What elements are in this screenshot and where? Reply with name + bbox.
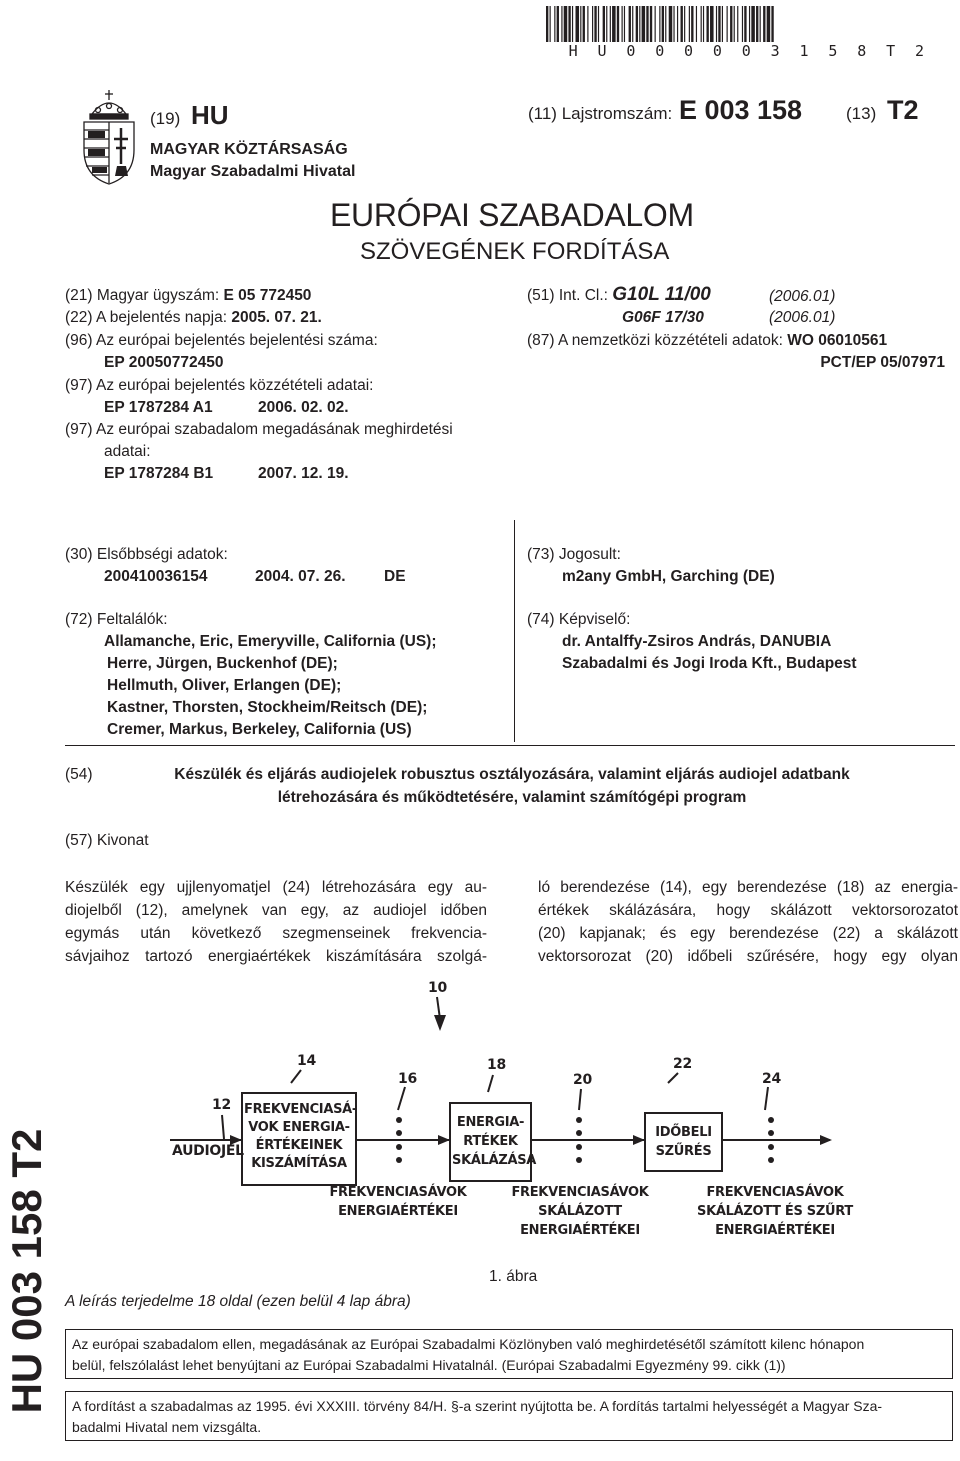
field-51-class2: G06F 17/30 (622, 309, 704, 326)
barcode-bar (710, 6, 714, 42)
block3-line: SZŰRÉS (655, 1144, 712, 1159)
field-51-date1: (2006.01) (769, 288, 836, 305)
barcode-bar (617, 6, 619, 42)
barcode-bar (576, 6, 580, 42)
field-97b-number: EP 1787284 B1 (104, 465, 214, 482)
barcode-bar (580, 6, 581, 42)
barcode-bar (594, 6, 596, 42)
field-21-label: (21) Magyar ügyszám: (65, 287, 220, 304)
abstract-left-line: diojelből (12), amelynek van egy, az audiojel időben (65, 902, 487, 919)
coat-of-arms-emblem (78, 88, 140, 186)
cap2-line: SKÁLÁZOTT (538, 1204, 622, 1219)
country-code-label: (19) (150, 109, 181, 128)
barcode-bar (722, 6, 723, 42)
field-97b-label: (97) Az európai szabadalom megadásának meghirdetési (65, 421, 453, 438)
field-73-value: m2any GmbH, Garching (DE) (562, 568, 775, 585)
ref-14: 14 (297, 1053, 316, 1069)
field-74-line2 (562, 653, 857, 675)
country-code: HU (190, 100, 229, 130)
invention-title-line1: Készülék és eljárás audiojelek robusztus osztályozására, valamint eljárás audiojel adatbank (174, 766, 850, 783)
block-energy-scaling (452, 1113, 537, 1170)
cap1-line: FREKVENCIASÁVOK (329, 1185, 467, 1200)
inventor-1: Allamanche, Eric, Emeryville, California (US); (104, 633, 437, 650)
block2-line: ENERGIA- (456, 1115, 525, 1130)
barcode-bar (606, 6, 607, 42)
extent-note: A leírás terjedelme 18 oldal (ezen belül 4 lap ábra) (65, 1293, 411, 1310)
barcode-bar (727, 6, 728, 42)
barcode-bar (624, 6, 625, 42)
field-51 (527, 284, 711, 307)
barcode-bar (749, 6, 750, 42)
field-30-number: 200410036154 (104, 568, 208, 585)
field-30-country: DE (384, 568, 406, 585)
field-87-label: (87) A nemzetközi közzétételi adatok: (527, 332, 783, 349)
barcode-bar (592, 6, 593, 42)
block2-line: SKÁLÁZÁSA (452, 1153, 537, 1168)
barcode-bar (751, 6, 755, 42)
barcode-bar (642, 6, 646, 42)
barcode-bar (587, 6, 588, 42)
barcode-bar (659, 6, 660, 42)
opposition-notice (65, 1329, 953, 1379)
caption-scaled-filtered-energy (690, 1183, 860, 1240)
barcode-bar (662, 6, 664, 42)
barcode-bar (622, 6, 623, 42)
barcode-bar (673, 6, 674, 42)
barcode-bar (636, 6, 638, 42)
field-97b-label-cont: adatai: (104, 443, 151, 460)
field-87 (527, 330, 887, 352)
barcode-bar (742, 6, 743, 42)
abstract-left-line: Készülék egy ujjlenyomatjel (24) létrehozására egy au- (65, 879, 487, 896)
barcode-bar (760, 6, 761, 42)
field-74-city: , Budapest (777, 655, 857, 672)
field-97a-label: (97) Az európai bejelentés közzétételi adatai: (65, 377, 374, 394)
barcode-bar (646, 6, 648, 42)
barcode-bar (554, 6, 555, 42)
field-22 (65, 307, 322, 329)
field-96-value: EP 20050772450 (104, 354, 224, 371)
barcode-bar (629, 6, 631, 42)
cap3-line: SKÁLÁZOTT ÉS SZŰRT (697, 1204, 853, 1219)
barcode-bar (763, 6, 765, 42)
inventor-5: Cremer, Markus, Berkeley, California (US) (107, 721, 412, 738)
abstract-right-line: (20) kapjanak; és egy berendezése (22) a skálázott (538, 925, 958, 942)
barcode-bar (564, 6, 568, 42)
kind-line (846, 95, 918, 126)
barcode-bar (691, 6, 693, 42)
field-51-class1: G10L 11/00 (612, 284, 711, 305)
figure-caption: 1. ábra (489, 1268, 538, 1285)
barcode-number: H U 0 0 0 0 0 3 1 5 8 T 2 (568, 42, 930, 60)
ref-12: 12 (212, 1097, 231, 1113)
field-22-value: 2005. 07. 21. (231, 309, 322, 326)
barcode-bar (650, 6, 652, 42)
barcode-bar (639, 6, 640, 42)
field-96-label: (96) Az európai bejelentés bejelentési száma: (65, 332, 378, 349)
barcode-bar (696, 6, 697, 42)
barcode-bar (632, 6, 633, 42)
field-87-value2: PCT/EP 05/07971 (820, 354, 945, 371)
abstract-label: (57) Kivonat (65, 832, 149, 849)
cap3-line: ENERGIAÉRTÉKEI (715, 1223, 835, 1238)
barcode-bar (669, 6, 673, 42)
document-subtitle: SZÖVEGÉNEK FORDÍTÁSA (360, 238, 670, 265)
field-87-value1: WO 06010561 (787, 332, 888, 349)
field-54-label: (54) (65, 766, 93, 783)
kind-code: T2 (886, 95, 919, 125)
field-30-date: 2004. 07. 26. (255, 568, 346, 585)
barcode (546, 6, 952, 62)
translation-line1: A fordítást a szabadalmas az 1995. évi XXXIII. törvény 84/H. §-a szerint nyújtotta be. A fordítás tartalmi helyességét a Magyar Sza- (72, 1398, 883, 1414)
inventor-3: Hellmuth, Oliver, Erlangen (DE); (107, 677, 342, 694)
barcode-bar (603, 6, 605, 42)
translation-line2: badalmi Hivatal nem vizsgálta. (72, 1419, 262, 1435)
abstract-left-line: sávjaihoz tartozó energiaértékek kiszámítására szolgá- (65, 948, 487, 965)
barcode-bars (546, 6, 952, 42)
block-frequency-energy (244, 1101, 358, 1173)
barcode-bar (583, 6, 585, 42)
input-label: AUDIOJEL (172, 1143, 244, 1159)
inventor-2: Herre, Jürgen, Buckenhof (DE); (107, 655, 338, 672)
barcode-bar (546, 6, 548, 42)
block-diagram (0, 975, 960, 1275)
field-74-firm: Szabadalmi és Jogi Iroda Kft. (562, 655, 778, 672)
caption-scaled-energy (500, 1183, 660, 1240)
barcode-bar (737, 6, 738, 42)
registration-label: (11) Lajstromszám: (528, 104, 673, 123)
field-72-label: (72) Feltalálók: (65, 611, 168, 628)
ref-16: 16 (398, 1071, 417, 1087)
barcode-bar (734, 6, 735, 42)
field-21-value: E 05 772450 (223, 287, 312, 304)
block-temporal-filter (647, 1123, 720, 1161)
block1-line: ÉRTÉKEINEK (255, 1138, 343, 1153)
barcode-bar (665, 6, 666, 42)
field-21 (65, 285, 311, 307)
country-code-line (150, 100, 229, 131)
ref-24: 24 (762, 1071, 781, 1087)
barcode-bar (561, 6, 562, 42)
cap3-line: FREKVENCIASÁVOK (706, 1185, 844, 1200)
abstract-right-line: vektorsorozat (20) időbeli szűrésére, hogy egy olyan (538, 948, 958, 965)
field-97b-date: 2007. 12. 19. (258, 465, 349, 482)
cap1-line: ENERGIAÉRTÉKEI (338, 1204, 458, 1219)
barcode-bar (568, 6, 570, 42)
barcode-bar (716, 6, 717, 42)
barcode-bar (767, 6, 771, 42)
barcode-bar (681, 6, 683, 42)
caption-frequency-energy (318, 1183, 478, 1221)
abstract-left-column (65, 876, 487, 968)
invention-title-line2: létrehozására és működtetésére, valamint számítógépi program (277, 789, 747, 806)
field-74-line1: dr. Antalffy-Zsiros András, DANUBIA (562, 633, 832, 650)
block1-line: FREKVENCIASÁ- (244, 1102, 358, 1117)
barcode-bar (550, 6, 551, 42)
barcode-bar (744, 6, 746, 42)
field-97a-number: EP 1787284 A1 (104, 399, 213, 416)
separator-top (65, 745, 955, 746)
block2-line: RTÉKEK (463, 1134, 518, 1149)
registration-number: E 003 158 (678, 95, 803, 125)
barcode-bar (706, 6, 708, 42)
abstract-right-line: értékek skálázására, hogy skálázott vektorsorozatot (538, 902, 958, 919)
barcode-bar (730, 6, 732, 42)
barcode-bar (612, 6, 616, 42)
block3-line: IDŐBELI (655, 1125, 712, 1140)
abstract-left-line: egymás után következő szegmenseinek frekvencia- (65, 925, 487, 942)
field-30-label: (30) Elsőbbségi adatok: (65, 546, 228, 563)
inventor-4: Kastner, Thorsten, Stockheim/Reitsch (DE); (107, 699, 428, 716)
barcode-bar (610, 6, 611, 42)
barcode-bar (655, 6, 656, 42)
ref-20: 20 (573, 1072, 592, 1088)
barcode-bar (703, 6, 704, 42)
abstract-right-line: ló berendezése (14), egy berendezése (18) az energia- (538, 879, 958, 896)
field-51-label: (51) Int. Cl.: (527, 287, 608, 304)
kind-label: (13) (846, 104, 877, 123)
ref-22: 22 (673, 1056, 692, 1072)
office-name: Magyar Szabadalmi Hivatal (150, 163, 356, 180)
country-name: MAGYAR KÖZTÁRSASÁG (150, 141, 348, 158)
document-title: EURÓPAI SZABADALOM (330, 197, 694, 233)
opposition-line2: belül, felszólalást lehet benyújtani az Európai Szabadalmi Hivatalnál. (Európai Szabadalmi Egyezmény 99. cikk (1)) (72, 1357, 786, 1373)
ref-10: 10 (428, 980, 447, 996)
column-divider (514, 520, 515, 742)
registration-line (528, 95, 802, 126)
barcode-bar (572, 6, 573, 42)
translation-notice (65, 1391, 953, 1441)
field-22-label: (22) A bejelentés napja: (65, 309, 228, 326)
abstract-right-column (538, 876, 958, 968)
field-74-label: (74) Képviselő: (527, 611, 631, 628)
barcode-bar (557, 6, 559, 42)
barcode-bar (756, 6, 758, 42)
cap2-line: FREKVENCIASÁVOK (511, 1185, 649, 1200)
barcode-bar (701, 6, 702, 42)
barcode-bar (689, 6, 690, 42)
block1-line: KISZÁMÍTÁSA (251, 1156, 347, 1171)
ref-18: 18 (487, 1057, 506, 1073)
cap2-line: ENERGIAÉRTÉKEI (520, 1223, 640, 1238)
barcode-bar (598, 6, 599, 42)
field-97a-date: 2006. 02. 02. (258, 399, 349, 416)
side-label: HU 003 158 T2 (3, 1128, 50, 1414)
barcode-bar (677, 6, 678, 42)
field-73-label: (73) Jogosult: (527, 546, 621, 563)
field-51-date2: (2006.01) (769, 309, 836, 326)
barcode-bar (684, 6, 685, 42)
barcode-bar (718, 6, 720, 42)
opposition-line1: Az európai szabadalom ellen, megadásának az Európai Szabadalmi Közlönyben való meghirdetésétől számított kilenc hónapon (72, 1336, 865, 1352)
barcode-bar (771, 6, 773, 42)
block1-line: VOK ENERGIA- (248, 1120, 350, 1135)
